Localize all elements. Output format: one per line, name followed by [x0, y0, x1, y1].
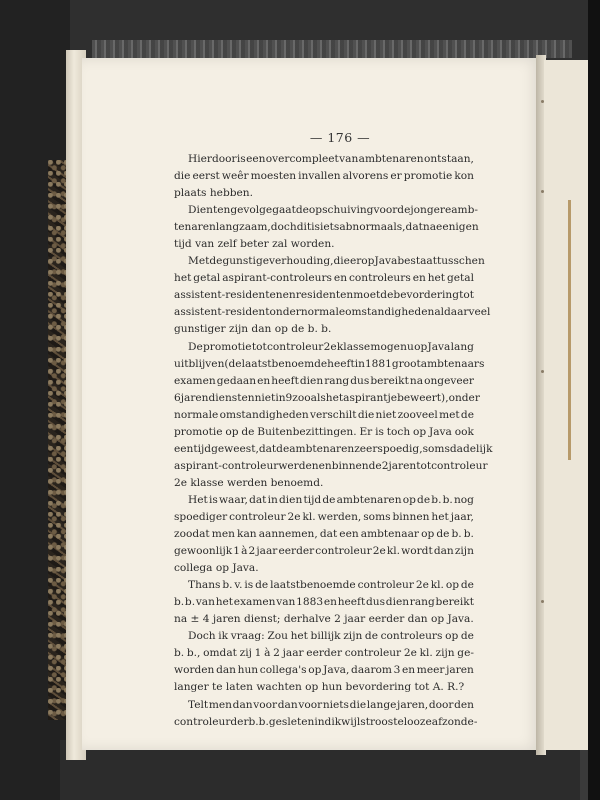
bookmark-ribbon: [568, 200, 571, 460]
text-line: het getal aspirant-controleurs en controleurs en het getal: [174, 272, 474, 285]
text-line: een tijd geweest, dat de ambtenaren zeer spoedig, soms dadelijk: [174, 442, 493, 455]
text-line: worden dan hun collega's op Java, daarom 3 en meer jaren: [174, 664, 474, 677]
margin-mark: [541, 600, 544, 603]
text-line: Thans b. v. is de laatstbenoemde controleur 2e kl. op de: [188, 579, 474, 592]
text-line: Het is waar, dat in dien tijd de ambtenaren op de b. b. nog: [188, 493, 474, 506]
text-line: examen gedaan en heeft dien rang dus bereikt na ongeveer: [174, 374, 474, 387]
text-line: Doch ik vraag: Zou het billijk zijn de controleurs op de: [188, 630, 474, 643]
text-line: gunstiger zijn dan op de b. b.: [174, 323, 332, 336]
text-line: promotie op de Buitenbezittingen. Er is toch op Java ook: [174, 425, 474, 438]
text-line: controleur der b. b. gesleten in dikwijls troostelooze afzonde-: [174, 715, 478, 728]
text-line: die eerst weêr moesten invallen alvorens er promotie kon: [174, 170, 474, 183]
text-line: na ± 4 jaren dienst; derhalve 2 jaar eerder dan op Java.: [174, 613, 474, 626]
text-line: assistent-residenten en residenten moet de bevordering tot: [174, 289, 474, 302]
text-line: uitblijven (de laatstbenoemde heeft in 1881 groot ambtenaars: [174, 357, 485, 370]
margin-mark: [541, 190, 544, 193]
text-line: De promotie tot controleur 2e klasse moge nu op Java lang: [188, 340, 474, 353]
text-line: tenaren langzaam, doch dit is iets abnormaals, dat na eenigen: [174, 221, 479, 234]
text-line: tijd van zelf beter zal worden.: [174, 238, 335, 251]
page-number: — 176 —: [309, 130, 371, 145]
text-line: assistent-resident onder normale omstandigheden aldaar veel: [174, 306, 491, 319]
text-line: aspirant-controleur werden en binnen de 2 jaren tot controleur: [174, 459, 488, 472]
text-line: b. b., omdat zij 1 à 2 jaar eerder controleur 2e kl. zijn ge-: [174, 647, 474, 660]
text-line: Telt men dan voor dan voor niets die lange jaren, door den: [188, 698, 474, 711]
text-line: normale omstandigheden verschilt die niet zooveel met de: [174, 408, 474, 421]
margin-mark: [541, 100, 544, 103]
text-line: b. b. van het examen van 1883 en heeft dus dien rang bereikt: [174, 596, 474, 609]
text-line: plaats hebben.: [174, 187, 253, 200]
page-body-text: [174, 151, 493, 731]
text-line: spoediger controleur 2e kl. werden, soms binnen het jaar,: [174, 510, 474, 523]
text-line: langer te laten wachten op hun bevordering tot A. R.?: [174, 681, 465, 694]
facing-page-edge: [544, 60, 588, 750]
text-line: 2e klasse werden benoemd.: [174, 476, 324, 489]
margin-mark: [541, 370, 544, 373]
text-line: collega op Java.: [174, 562, 259, 575]
text-line: Hierdoor is een overcompleet van ambtenaren ontstaan,: [188, 153, 474, 165]
text-line: Dientengevolge gaat de opschuiving voor de jongere amb-: [188, 204, 478, 217]
text-line: gewoonlijk 1 à 2 jaar eerder controleur 2e kl. wordt dan zijn: [174, 545, 474, 558]
text-line: Met de gunstige verhouding, die er op Java bestaat tusschen: [188, 255, 485, 268]
scan-border-right: [588, 0, 600, 800]
book-spine-strip: [92, 40, 572, 58]
text-line: 6 jaren dienst en niet in 9 zooals het aspirantje beweert), onder: [174, 391, 480, 404]
text-line: zoodat men kan aannemen, dat een ambtenaar op de b. b.: [174, 528, 474, 541]
